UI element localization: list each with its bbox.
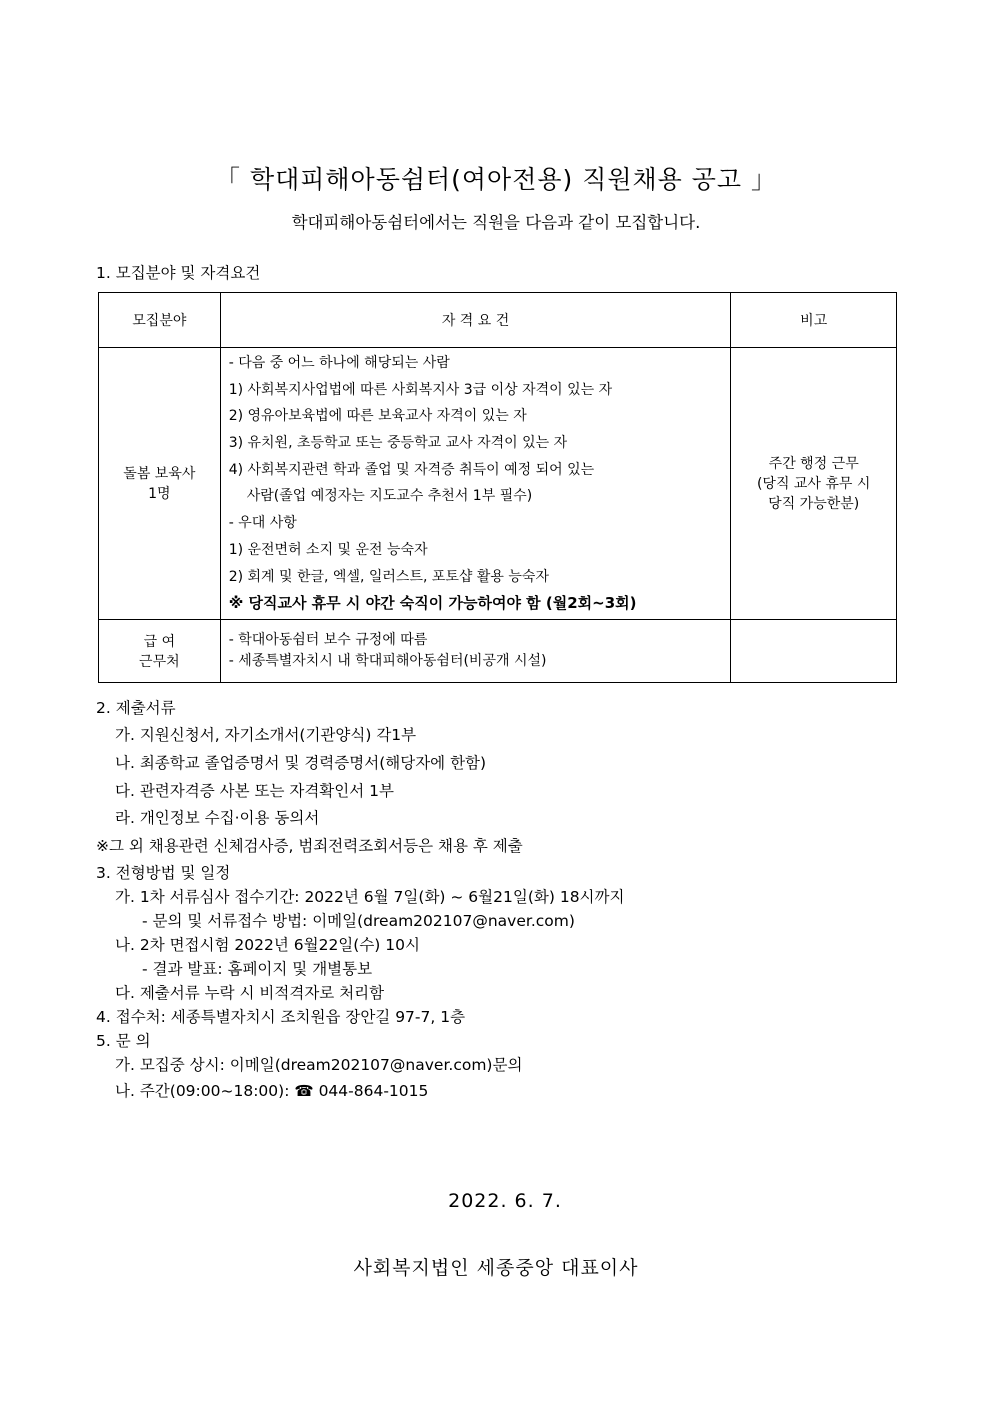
table-row <box>99 348 897 620</box>
field-cell <box>99 348 221 620</box>
schedule-line: 가. 1차 서류심사 접수기간: 2022년 6월 7일(화) ~ 6월21일(화) 18시까지 <box>115 888 625 906</box>
requirement-line: 3) 유치원, 초등학교 또는 중등학교 교사 자격이 있는 자 <box>228 435 568 452</box>
requirements-table <box>98 292 897 683</box>
section-3-heading: 3. 전형방법 및 일정 <box>96 864 231 882</box>
requirement-line: 1) 사회복지사업법에 따른 사회복지사 3급 이상 자격이 있는 자 <box>228 381 613 398</box>
field-count: 1명 <box>148 486 171 503</box>
field-name: 돌봄 보육사 <box>123 466 196 483</box>
header-requirements: 자 격 요 건 <box>220 293 731 348</box>
workplace-label: 근무처 <box>139 653 180 670</box>
requirement-line: - 우대 사항 <box>228 515 297 532</box>
note-cell <box>731 348 897 620</box>
workplace-line: - 세종특별자치시 내 학대피해아동쉼터(비공개 시설) <box>228 652 547 669</box>
salary-details-cell <box>220 619 731 682</box>
table-row <box>99 619 897 682</box>
salary-line: - 학대아동쉼터 보수 규정에 따름 <box>228 631 428 648</box>
note-line: 당직 가능한분) <box>768 496 860 513</box>
document-item: 다. 관련자격증 사본 또는 자격확인서 1부 <box>115 782 394 800</box>
note-line: (당직 교사 휴무 시 <box>756 476 871 493</box>
requirement-line: 사람(졸업 예정자는 지도교수 추천서 1부 필수) <box>246 488 533 505</box>
header-field: 모집분야 <box>99 293 221 348</box>
document-item: 가. 지원신청서, 자기소개서(기관양식) 각1부 <box>115 726 417 744</box>
requirement-line: 2) 영유아보육법에 따른 보육교사 자격이 있는 자 <box>228 408 527 425</box>
documents-note: ※그 외 채용관련 신체검사증, 범죄전력조회서등은 채용 후 제출 <box>96 837 523 855</box>
empty-note-cell <box>731 619 897 682</box>
salary-label: 급 여 <box>143 633 176 650</box>
schedule-line: - 문의 및 서류접수 방법: 이메일(dream202107@naver.com) <box>142 912 575 930</box>
requirement-line: 4) 사회복지관련 학과 졸업 및 자격증 취득이 예정 되어 있는 <box>228 461 595 478</box>
document-item: 라. 개인정보 수집·이용 동의서 <box>115 809 320 827</box>
page-title: 「 학대피해아동쉼터(여아전용) 직원채용 공고 」 <box>215 165 777 194</box>
section-4-heading: 4. 접수처: 세종특별자치시 조치원읍 장안길 97-7, 1층 <box>96 1008 466 1026</box>
schedule-line: 나. 2차 면접시험 2022년 6월22일(수) 10시 <box>115 936 420 954</box>
organization-signature: 사회복지법인 세종중앙 대표이사 <box>353 1257 639 1279</box>
requirement-line: 2) 회계 및 한글, 엑셀, 일러스트, 포토샵 활용 능숙자 <box>228 568 549 585</box>
section-2-heading: 2. 제출서류 <box>96 699 176 717</box>
schedule-line: 다. 제출서류 누락 시 비적격자로 처리함 <box>115 984 385 1002</box>
requirements-cell <box>220 348 731 620</box>
requirement-line: 1) 운전면허 소지 및 운전 능숙자 <box>228 541 428 558</box>
announcement-date: 2022. 6. 7. <box>448 1190 562 1212</box>
requirement-line: - 다음 중 어느 하나에 해당되는 사람 <box>228 355 450 371</box>
header-note: 비고 <box>731 293 897 348</box>
night-duty-note: ※ 당직교사 휴무 시 야간 숙직이 가능하여야 함 (월2회~3회) <box>228 594 637 613</box>
document-item: 나. 최종학교 졸업증명서 및 경력증명서(해당자에 한함) <box>115 754 487 772</box>
inquiry-line: 나. 주간(09:00~18:00): ☎ 044-864-1015 <box>115 1082 429 1100</box>
inquiry-line: 가. 모집중 상시: 이메일(dream202107@naver.com)문의 <box>115 1056 523 1074</box>
salary-label-cell <box>99 619 221 682</box>
note-line: 주간 행정 근무 <box>768 456 859 473</box>
page-subtitle: 학대피해아동쉼터에서는 직원을 다음과 같이 모집합니다. <box>291 213 701 232</box>
table-header-row <box>99 293 897 348</box>
section-1-heading: 1. 모집분야 및 자격요건 <box>96 264 261 282</box>
schedule-line: - 결과 발표: 홈페이지 및 개별통보 <box>142 960 373 978</box>
section-5-heading: 5. 문 의 <box>96 1032 151 1050</box>
